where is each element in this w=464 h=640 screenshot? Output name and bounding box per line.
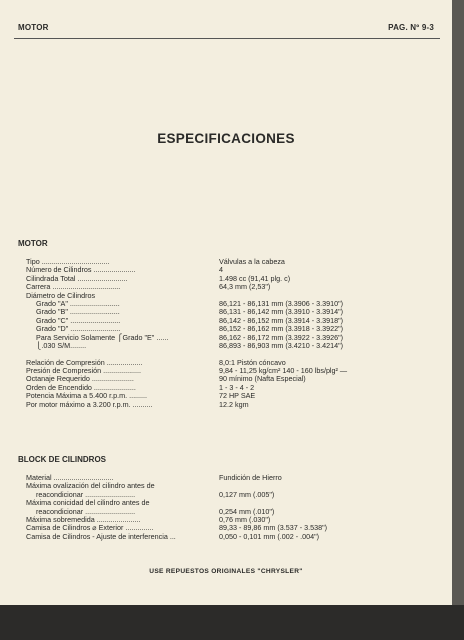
spec-label: Número de Cilindros ..................... [26, 265, 136, 275]
footer-note: USE REPUESTOS ORIGINALES "CHRYSLER" [149, 568, 303, 575]
motor-heading: MOTOR [18, 239, 48, 248]
spec-value: 8,0:1 Pistón cóncavo [219, 357, 286, 367]
spec-label: Camisa de Cilindros ⌀ Exterior .............. [26, 523, 154, 533]
header-section: MOTOR [18, 23, 49, 32]
spec-label: Máxima conicidad del cilindro antes de [26, 498, 150, 508]
spec-label: Grado "C" ......................... [36, 315, 121, 325]
spec-value: 1.498 cc (91,41 plg. c) [219, 273, 291, 283]
spec-value: Fundición de Hierro [219, 473, 282, 482]
spec-value: 0,050 - 0,101 mm (.002 - .004") [219, 531, 320, 541]
spec-label: Tipo .................................. [26, 257, 110, 266]
spec-value: 4 [219, 265, 223, 275]
spec-value: 0,127 mm (.005") [219, 489, 275, 499]
spec-value: 64,3 mm (2,53") [219, 282, 271, 292]
spec-label: Grado "B" ......................... [36, 307, 120, 317]
spec-label: reacondicionar ......................... [36, 506, 136, 516]
spec-value: 90 mínimo (Nafta Especial) [219, 374, 306, 384]
spec-label: Presión de Compresión ................... [26, 366, 142, 376]
spec-label: Para Servicio Solamente ⎧Grado "E" ...... [36, 332, 169, 342]
spec-value: 72 HP SAE [219, 391, 256, 401]
scan-background [0, 605, 464, 640]
spec-value: 86,152 - 86,162 mm (3.3918 - 3.3922") [219, 324, 344, 334]
spec-value: 0,254 mm (.010") [219, 506, 275, 516]
spec-label: Grado "D" ......................... [36, 324, 121, 334]
page-title: ESPECIFICACIONES [157, 131, 295, 146]
spec-label: Grado "A" ......................... [36, 298, 120, 308]
spec-label: Orden de Encendido ..................... [26, 382, 136, 392]
spec-value: 0,76 mm (.030") [219, 514, 271, 524]
spec-value: 89,33 - 89,86 mm (3.537 - 3.538") [219, 523, 328, 533]
spec-label: Cilindrada Total ......................... [26, 273, 128, 283]
spec-label: Carrera .................................. [26, 282, 121, 292]
spec-label: Máxima ovalización del cilindro antes de [26, 481, 155, 491]
spec-value: 1 - 3 - 4 - 2 [219, 382, 255, 392]
page-number: PAG. Nº 9-3 [388, 23, 434, 32]
spec-value: 86,162 - 86,172 mm (3.3922 - 3.3926") [219, 332, 344, 342]
spec-value: 12.2 kgm [219, 399, 249, 409]
spec-value: 86,893 - 86,903 mm (3.4210 - 3.4214") [219, 340, 344, 350]
spec-value: 86,121 - 86,131 mm (3.3906 - 3.3910") [219, 298, 344, 308]
spec-label: Relación de Compresión .................. [26, 357, 143, 367]
spec-label: Camisa de Cilindros - Ajuste de interferencia ... [26, 531, 176, 541]
spec-value: 86,131 - 86,142 mm (3.3910 - 3.3914") [219, 307, 344, 317]
spec-label: reacondicionar ......................... [36, 489, 136, 499]
page-edge-shadow [452, 0, 464, 605]
block-heading: BLOCK DE CILINDROS [18, 455, 106, 464]
spec-label: Material .............................. [26, 473, 114, 482]
header-rule [14, 38, 440, 39]
spec-value: Válvulas a la cabeza [219, 257, 285, 266]
spec-label: Máxima sobremedida ...................... [26, 514, 141, 524]
spec-label: ⎩.030 S/M........ [36, 340, 87, 350]
spec-label: Octanaje Requerido ..................... [26, 374, 134, 384]
spec-label: Por motor máximo a 3.200 r.p.m. .......... [26, 399, 153, 409]
spec-value: 86,142 - 86,152 mm (3.3914 - 3.3918") [219, 315, 344, 325]
spec-value: 9,84 - 11,25 kg/cm² 140 - 160 lbs/plg² — [219, 366, 348, 376]
spec-label: Diámetro de Cilindros [26, 290, 96, 300]
spec-label: Potencia Máxima a 5.400 r.p.m. ......... [26, 391, 148, 401]
